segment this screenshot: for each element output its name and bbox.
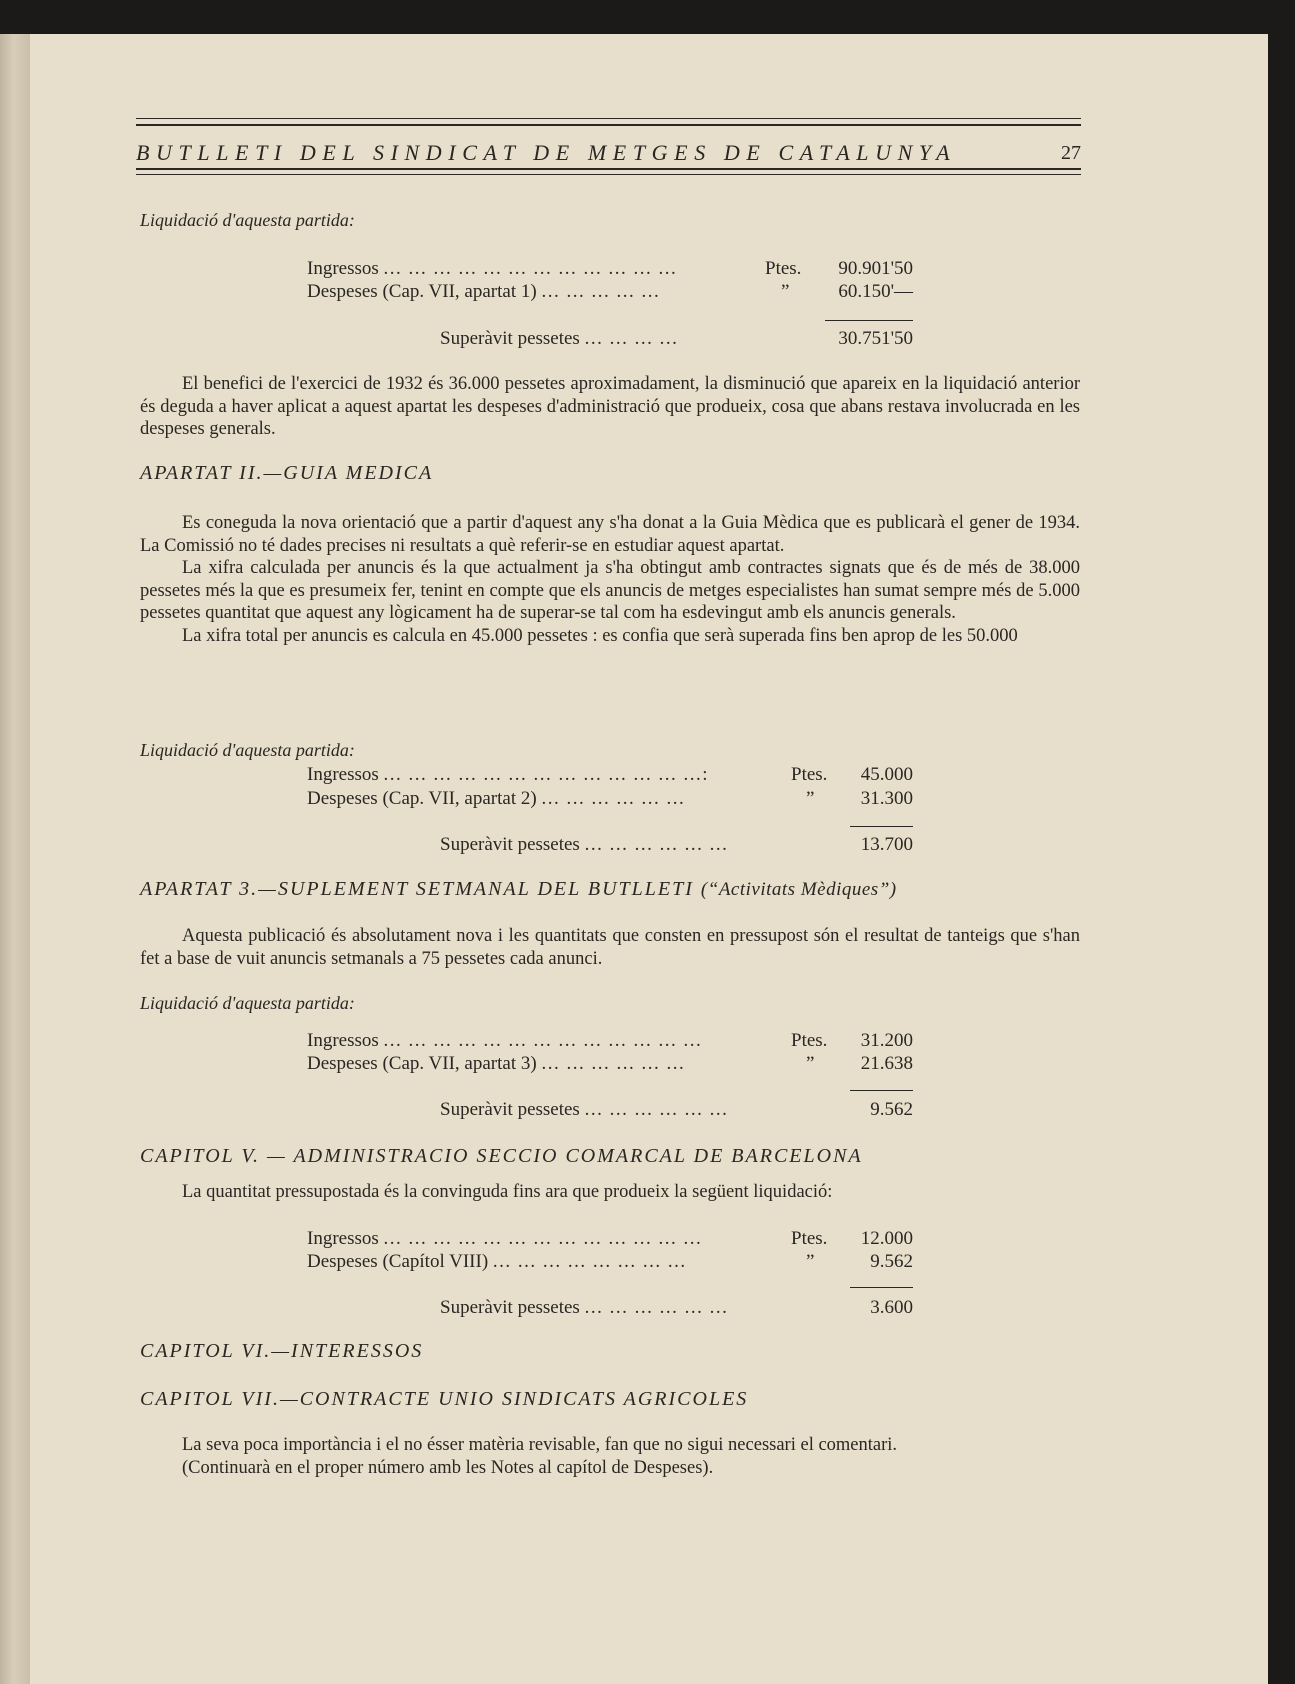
ledger-amount: 31.300 xyxy=(860,788,913,809)
ledger-total-amount: 30.751'50 xyxy=(838,328,913,349)
ledger-row-despeses: Despeses (Capítol VIII) ... ... ... ... ... ... ... ... xyxy=(307,1251,687,1272)
ledger-amount: 45.000 xyxy=(860,764,913,785)
page-number: 27 xyxy=(1061,142,1081,164)
paragraph: La seva poca importància i el no ésser matèria revisable, fan que no sigui necessari el comentari. (Continuarà en el proper número amb les Notes al capítol de Despeses). xyxy=(182,1435,898,1478)
ledger-unit: Ptes. xyxy=(791,1030,828,1051)
ledger-amount: 12.000 xyxy=(860,1228,913,1249)
section-heading-capitol-v: CAPITOL V. — ADMINISTRACIO SECCIO COMARCAL DE BARCELONA xyxy=(140,1145,863,1167)
ledger-amount: 90.901'50 xyxy=(838,258,913,279)
ledger-total-amount: 3.600 xyxy=(870,1297,913,1318)
ledger-row-despeses: Despeses (Cap. VII, apartat 1) ... ... ... ... ... xyxy=(307,281,661,302)
ledger-unit: Ptes. xyxy=(765,258,802,279)
liquidacio-label: Liquidació d'aquesta partida: xyxy=(140,740,355,760)
ledger-unit: ” xyxy=(781,281,790,302)
ledger-unit: Ptes. xyxy=(791,764,828,785)
ledger-unit: ” xyxy=(806,788,815,809)
ledger-row-total: Superàvit pessetes ... ... ... ... ... ... xyxy=(440,1099,729,1120)
ledger-row-ingressos: Ingressos ... ... ... ... ... ... ... ... ... ... ... ... xyxy=(307,258,678,279)
header-rule-bottom xyxy=(136,174,1081,175)
header-rule-top xyxy=(136,118,1081,119)
sum-rule xyxy=(850,1090,913,1091)
journal-title: BUTLLETI DEL SINDICAT DE METGES DE CATALUNYA xyxy=(136,140,957,165)
sum-rule xyxy=(850,1287,913,1288)
section-heading-suplement: APARTAT 3.—SUPLEMENT SETMANAL DEL BUTLLETI (“Activitats Mèdiques”) xyxy=(140,878,897,900)
paragraph: Aquesta publicació és absolutament nova i les quantitats que consten en pressupost són el resultat de tanteigs que s'han fet a base de vuit anuncis setmanals a 75 pessetes cada anunci. xyxy=(140,926,1080,969)
paragraph: La quantitat pressupostada és la convinguda fins ara que produeix la següent liquidació: xyxy=(182,1182,833,1202)
header-rule-top-thick xyxy=(136,124,1081,126)
ledger-total-amount: 13.700 xyxy=(860,834,913,855)
sum-rule xyxy=(825,320,913,321)
liquidacio-label: Liquidació d'aquesta partida: xyxy=(140,993,355,1013)
ledger-total-amount: 9.562 xyxy=(870,1099,913,1120)
ledger-unit: Ptes. xyxy=(791,1228,828,1249)
liquidacio-label: Liquidació d'aquesta partida: xyxy=(140,210,355,230)
ledger-row-despeses: Despeses (Cap. VII, apartat 3) ... ... ... ... ... ... xyxy=(307,1053,686,1074)
ledger-unit: ” xyxy=(806,1251,815,1272)
ledger-row-total: Superàvit pessetes ... ... ... ... ... ... xyxy=(440,834,729,855)
ledger-amount: 60.150'— xyxy=(838,281,913,302)
section-heading-capitol-vii: CAPITOL VII.—CONTRACTE UNIO SINDICATS AGRICOLES xyxy=(140,1388,749,1410)
paragraph: El benefici de l'exercici de 1932 és 36.000 pessetes aproximadament, la disminució que apareix en la liquidació anterior és deguda a haver aplicat a aquest apartat les despeses d'administració que produeix, cosa que abans restava involucrada en les despeses generals. xyxy=(140,374,1080,439)
ledger-row-ingressos: Ingressos ... ... ... ... ... ... ... ... ... ... ... ... ... xyxy=(307,1030,703,1051)
ledger-row-total: Superàvit pessetes ... ... ... ... ... ... xyxy=(440,1297,729,1318)
ledger-amount: 21.638 xyxy=(860,1053,913,1074)
header-rule-bottom-thick xyxy=(136,168,1081,170)
section-heading-capitol-vi: CAPITOL VI.—INTERESSOS xyxy=(140,1340,424,1362)
paragraph: Es coneguda la nova orientació que a partir d'aquest any s'ha donat a la Guia Mèdica que es publicarà el gener de 1934. La Comissió no té dades precises ni resultats a què referir-se en estudiar aquest apartat. La xifra calculada per anuncis és la que actualment ja s'ha obtingut amb contractes signats que és de més de 38.000 pessetes més la que es presumeix fer, tenint en compte que els anuncis de metges especialistes han sumat sempre més de 5.000 pessetes quantitat que aquest any lògicament ha de superar-se tal com ha esdevingut amb els anuncis generals. La xifra total per anuncis es calcula en 45.000 pessetes : es confia que serà superada fins ben aprop de les 50.000 xyxy=(140,513,1080,646)
ledger-unit: ” xyxy=(806,1053,815,1074)
sum-rule xyxy=(850,826,913,827)
ledger-row-total: Superàvit pessetes ... ... ... ... xyxy=(440,328,679,349)
section-heading-guia-medica: APARTAT II.—GUIA MEDICA xyxy=(140,462,434,484)
ledger-amount: 31.200 xyxy=(860,1030,913,1051)
ledger-amount: 9.562 xyxy=(870,1251,913,1272)
ledger-row-despeses: Despeses (Cap. VII, apartat 2) ... ... ... ... ... ... xyxy=(307,788,686,809)
ledger-row-ingressos: Ingressos ... ... ... ... ... ... ... ... ... ... ... ... ...: xyxy=(307,764,710,785)
page-spine xyxy=(0,34,30,1684)
ledger-row-ingressos: Ingressos ... ... ... ... ... ... ... ... ... ... ... ... ... xyxy=(307,1228,703,1249)
